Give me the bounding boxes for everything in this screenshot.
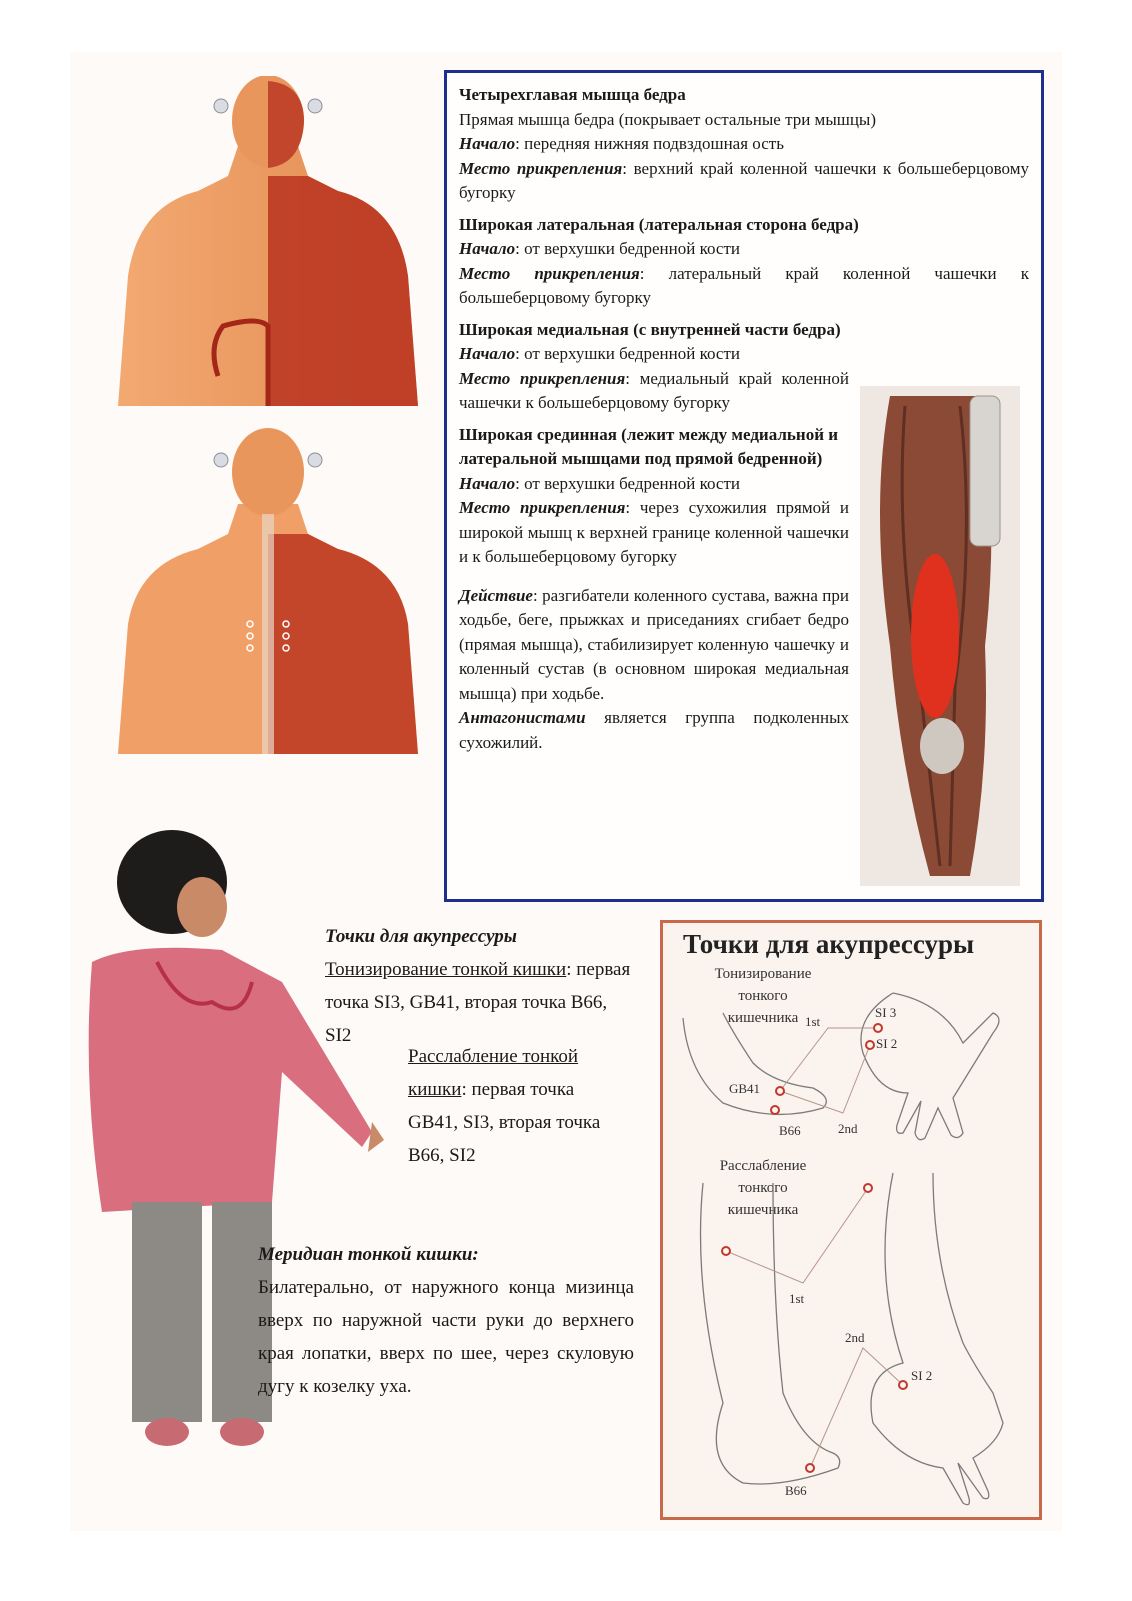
s2-title: Широкая латеральная (латеральная сторона бедра)	[459, 214, 859, 234]
meridian-heading: Меридиан тонкой кишки:	[258, 1244, 479, 1265]
acu-diagram	[663, 923, 1039, 1517]
point2-b66-label: B66	[785, 1483, 807, 1498]
relax-small-intestine-label: Расслабление тонкого кишечника	[719, 1158, 807, 1218]
acu-card-title: Точки для акупрессуры	[683, 929, 975, 959]
s4-insertion: Место прикрепления: через сухожилия прямой и широкой мышц к верхней границе коленной чашечки и к большеберцовому бугорку	[459, 498, 849, 566]
tone-paragraph: Тонизирование тонкой кишки: первая точка SI3, GB41, вторая точка B66, SI2	[325, 959, 631, 1046]
tone-small-intestine-label: Тонизирование тонкого кишечника	[714, 966, 812, 1026]
muscle-title: Четырехглавая мышца бедра	[459, 85, 686, 104]
s3-origin: Начало: от верхушки бедренной кости	[459, 344, 740, 363]
s3-title: Широкая медиальная (с внутренней части бедра)	[459, 319, 841, 339]
point2-2nd-label: 2nd	[845, 1330, 865, 1345]
acupressure-heading: Точки для акупрессуры	[325, 926, 517, 947]
s3-insertion: Место прикрепления: медиальный край коленной чашечки к большеберцовому бугорку	[459, 368, 849, 412]
point2-1st-label: 1st	[789, 1291, 805, 1306]
s4-origin: Начало: от верхушки бедренной кости	[459, 473, 740, 493]
meridian-body: Билатерально, от наружного конца мизинца вверх по наружной части руки до верхнего края лопатки, вверх по шее, через скуловую дугу к козелку уха.	[258, 1277, 634, 1397]
relax-text	[408, 1040, 618, 1172]
point-si3-label: SI 3	[875, 1005, 897, 1020]
point-gb41-label: GB41	[729, 1081, 761, 1096]
s2-origin: Начало: от верхушки бедренной кости	[459, 239, 740, 258]
s1-origin: Начало: передняя нижняя подвздошная ость	[459, 134, 784, 153]
antagonist-text: Антагонистами является группа подколенных сухожилий.	[459, 708, 849, 752]
point-si2-label: SI 2	[876, 1036, 898, 1051]
s2-insertion: Место прикрепления: латеральный край коленной чашечки к большеберцовому бугорку	[459, 263, 1029, 307]
back-torso-illustration	[118, 424, 418, 754]
point2-si2-label: SI 2	[911, 1368, 933, 1383]
muscle-intro: Прямая мышца бедра (покрывает остальные три мышцы)	[459, 109, 877, 129]
point-2nd-label: 2nd	[838, 1121, 858, 1136]
s4-title: Широкая срединная (лежит между медиальной и латеральной мышцами под прямой бедренной)	[459, 424, 839, 468]
action-text: Действие: разгибатели коленного сустава, важна при ходьбе, беге, прыжках и приседаниях сгибает бедро (прямая мышца), стабилизирует коленную чашечку и коленный сустав (в основном широкая медиальная мышца) при ходьбе.	[459, 585, 849, 703]
acupressure-card	[660, 920, 1042, 1520]
relax-paragraph: Расслабление тонкой кишки: первая точка GB41, SI3, вторая точка B66, SI2	[408, 1046, 601, 1166]
acupressure-text	[325, 920, 635, 1052]
thigh-muscle-illustration	[860, 386, 1020, 886]
point-b66-label: B66	[779, 1123, 801, 1138]
meridian-text	[258, 1238, 634, 1403]
front-torso-illustration	[118, 76, 418, 406]
point-1st-label: 1st	[805, 1014, 821, 1029]
s1-insertion: Место прикрепления: верхний край коленной чашечки к большеберцовому бугорку	[459, 158, 1029, 202]
